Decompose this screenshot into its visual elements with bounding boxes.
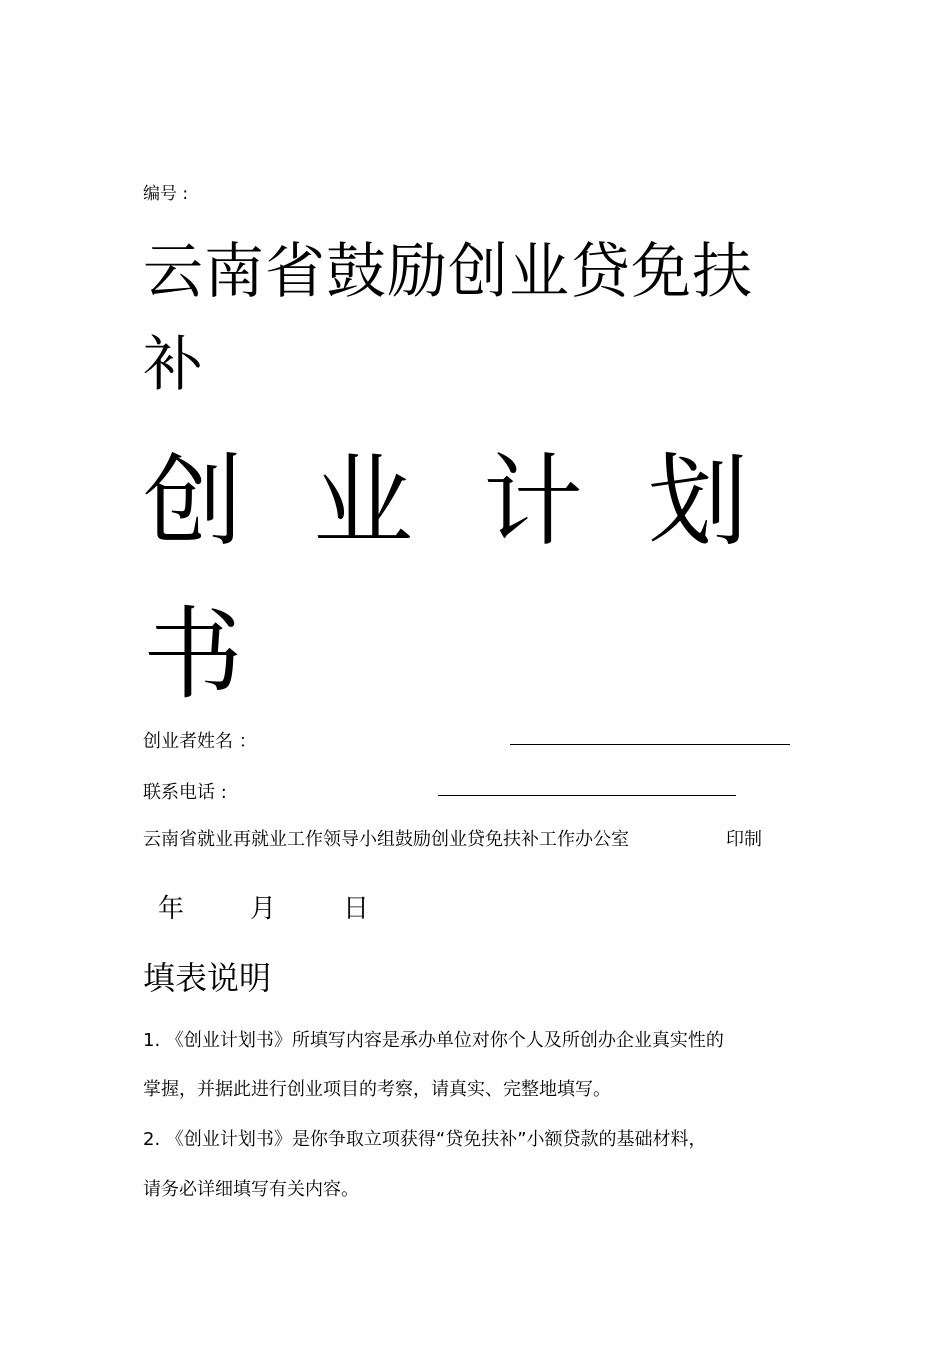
doc-type-char-2: 业 bbox=[313, 443, 413, 560]
title-line-1: 云南省鼓励创业贷免扶 bbox=[143, 237, 753, 307]
serial-number-label: 编号 : bbox=[143, 184, 189, 204]
instruction-2-line-2: 请务必详细填写有关内容。 bbox=[143, 1179, 359, 1200]
date-month: 月 bbox=[250, 894, 277, 924]
instruction-2-line-1: 2. 《创业计划书》是你争取立项获得“贷免扶补”小额贷款的基础材料， bbox=[143, 1129, 707, 1150]
doc-type-char-3: 计 bbox=[483, 443, 583, 560]
date-year: 年 bbox=[158, 894, 185, 924]
doc-type-char-5: 书 bbox=[143, 596, 243, 713]
instruction-1-line-1: 1. 《创业计划书》所填写内容是承办单位对你个人及所创办企业真实性的 bbox=[143, 1030, 724, 1051]
title-line-2: 补 bbox=[143, 330, 203, 400]
entrepreneur-name-label: 创业者姓名 ： bbox=[143, 731, 257, 752]
date-day: 日 bbox=[343, 894, 370, 924]
instructions-heading: 填表说明 bbox=[143, 959, 272, 997]
phone-label: 联系电话 : bbox=[143, 782, 227, 803]
issuer-office: 云南省就业再就业工作领导小组鼓励创业贷免扶补工作办公室 bbox=[143, 829, 629, 850]
doc-type-char-1: 创 bbox=[143, 443, 243, 560]
phone-blank[interactable] bbox=[438, 795, 736, 796]
entrepreneur-name-blank[interactable] bbox=[510, 744, 790, 745]
instruction-1-line-2: 掌握，并据此进行创业项目的考察，请真实、完整地填写。 bbox=[143, 1079, 611, 1100]
print-label: 印制 bbox=[726, 829, 762, 850]
doc-type-char-4: 划 bbox=[648, 443, 748, 560]
